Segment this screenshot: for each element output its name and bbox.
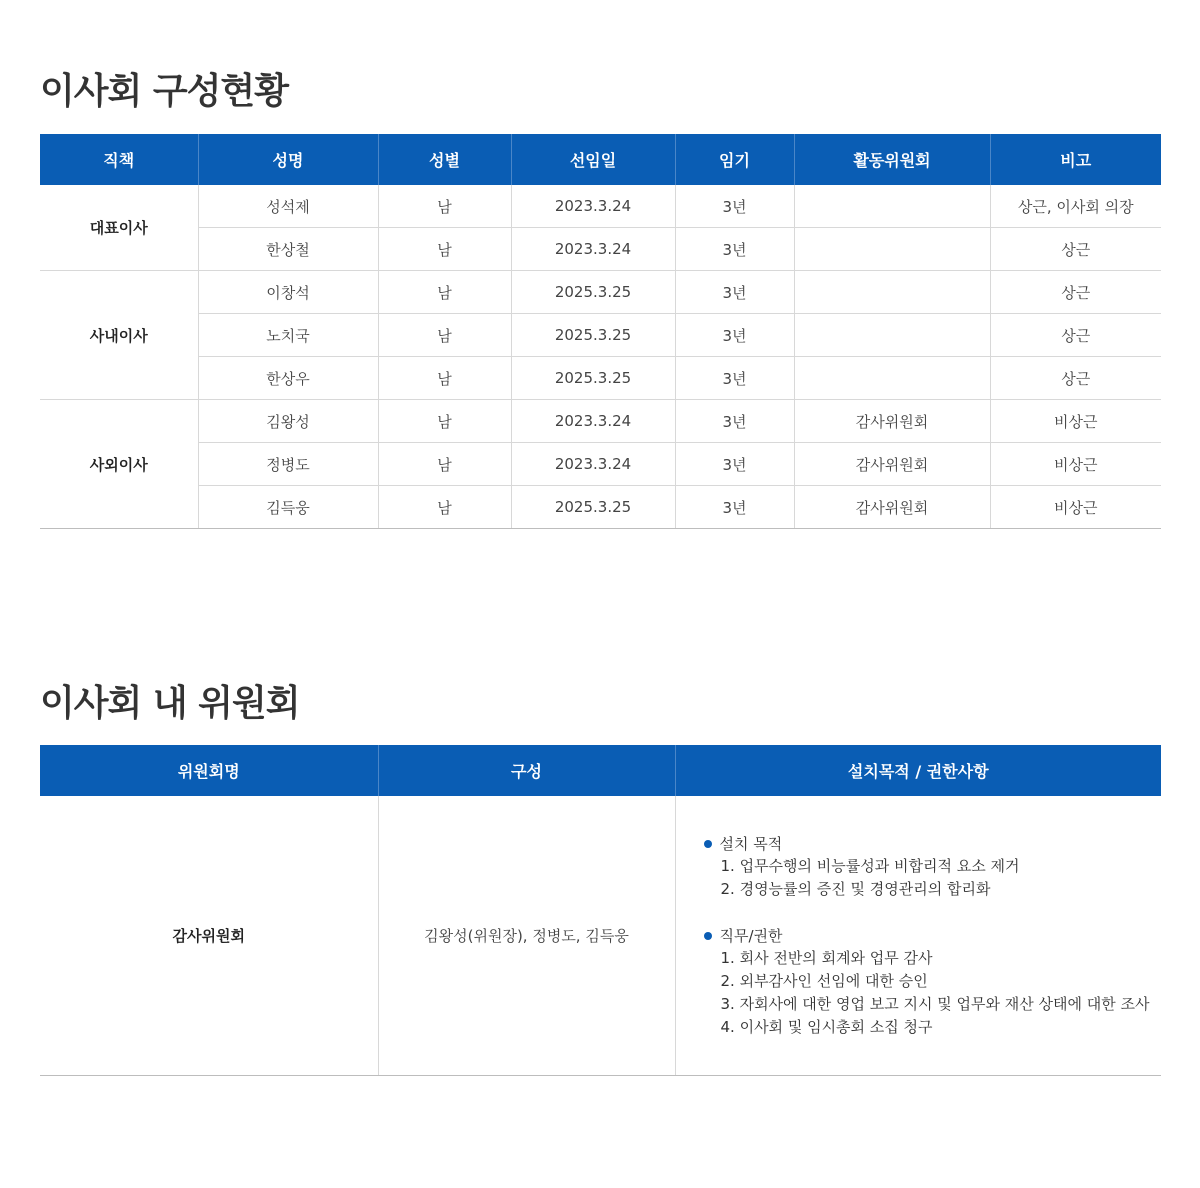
date-cell: 2023.3.24 [511,185,675,228]
duty-item: 3. 자회사에 대한 영업 보고 지시 및 업무와 재산 상태에 대한 조사 [720,995,1150,1013]
bullet-icon [704,932,712,940]
term-cell: 3년 [675,271,794,314]
purpose-block [704,832,1162,901]
committee-cell [794,357,990,400]
committee-cell [794,228,990,271]
note-cell: 비상근 [990,486,1161,529]
committee-cell: 감사위원회 [794,443,990,486]
position-cell: 대표이사 [40,185,198,271]
header-purpose: 설치목적 / 권한사항 [675,745,1161,796]
duty-item: 1. 회사 전반의 회계와 업무 감사 [720,949,933,967]
date-cell: 2025.3.25 [511,357,675,400]
name-cell: 김왕성 [198,400,378,443]
table-header-row [40,134,1161,185]
duty-item: 2. 외부감사인 선임에 대한 승인 [720,972,928,990]
date-cell: 2023.3.24 [511,400,675,443]
header-members: 구성 [378,745,675,796]
table-row [40,185,1161,228]
gender-cell: 남 [378,443,511,486]
name-cell: 이창석 [198,271,378,314]
term-cell: 3년 [675,185,794,228]
committee-cell [794,314,990,357]
committee-table [40,745,1161,1076]
committee-title: 이사회 내 위원회 [40,683,300,724]
header-term: 임기 [675,134,794,185]
table-row [40,357,1161,400]
duty-block [704,924,1162,1039]
duty-heading [704,924,1162,947]
duty-item: 4. 이사회 및 임시총회 소집 청구 [720,1018,933,1036]
gender-cell: 남 [378,271,511,314]
gender-cell: 남 [378,486,511,529]
bullet-icon [704,840,712,848]
table-row [40,314,1161,357]
date-cell: 2025.3.25 [511,314,675,357]
committee-cell: 감사위원회 [794,486,990,529]
board-composition-title: 이사회 구성현황 [40,71,288,112]
date-cell: 2023.3.24 [511,443,675,486]
term-cell: 3년 [675,443,794,486]
header-committee: 활동위원회 [794,134,990,185]
position-cell: 사외이사 [40,400,198,529]
note-cell: 상근 [990,228,1161,271]
date-cell: 2025.3.25 [511,486,675,529]
name-cell: 한상철 [198,228,378,271]
board-composition-table [40,134,1161,529]
header-note: 비고 [990,134,1161,185]
term-cell: 3년 [675,400,794,443]
gender-cell: 남 [378,314,511,357]
date-cell: 2023.3.24 [511,228,675,271]
committee-cell: 감사위원회 [794,400,990,443]
table-row [40,228,1161,271]
note-cell: 상근, 이사회 의장 [990,185,1161,228]
name-cell: 정병도 [198,443,378,486]
table-row [40,796,1161,1076]
note-cell: 비상근 [990,443,1161,486]
gender-cell: 남 [378,357,511,400]
table-row [40,443,1161,486]
note-cell: 상근 [990,314,1161,357]
purpose-item: 2. 경영능률의 증진 및 경영관리의 합리화 [720,880,991,898]
gender-cell: 남 [378,185,511,228]
committee-members-cell: 김왕성(위원장), 정병도, 김득웅 [378,796,675,1076]
term-cell: 3년 [675,228,794,271]
note-cell: 비상근 [990,400,1161,443]
term-cell: 3년 [675,314,794,357]
header-appointed-date: 선임일 [511,134,675,185]
purpose-item: 1. 업무수행의 비능률성과 비합리적 요소 제거 [720,857,1020,875]
purpose-heading [704,832,1162,855]
table-header-row [40,745,1161,796]
committee-cell [794,185,990,228]
term-cell: 3년 [675,357,794,400]
note-cell: 상근 [990,271,1161,314]
table-row [40,271,1161,314]
date-cell: 2025.3.25 [511,271,675,314]
name-cell: 노치국 [198,314,378,357]
name-cell: 성석제 [198,185,378,228]
name-cell: 김득웅 [198,486,378,529]
position-cell: 사내이사 [40,271,198,400]
header-position: 직책 [40,134,198,185]
term-cell: 3년 [675,486,794,529]
name-cell: 한상우 [198,357,378,400]
committee-cell [794,271,990,314]
duty-heading-text: 직무/권한 [719,927,783,945]
table-row [40,400,1161,443]
header-gender: 성별 [378,134,511,185]
committee-name-cell: 감사위원회 [40,796,378,1076]
gender-cell: 남 [378,228,511,271]
header-committee-name: 위원회명 [40,745,378,796]
header-name: 성명 [198,134,378,185]
note-cell: 상근 [990,357,1161,400]
table-row [40,486,1161,529]
gender-cell: 남 [378,400,511,443]
committee-purpose-cell [675,796,1161,1076]
purpose-heading-text: 설치 목적 [719,835,783,853]
